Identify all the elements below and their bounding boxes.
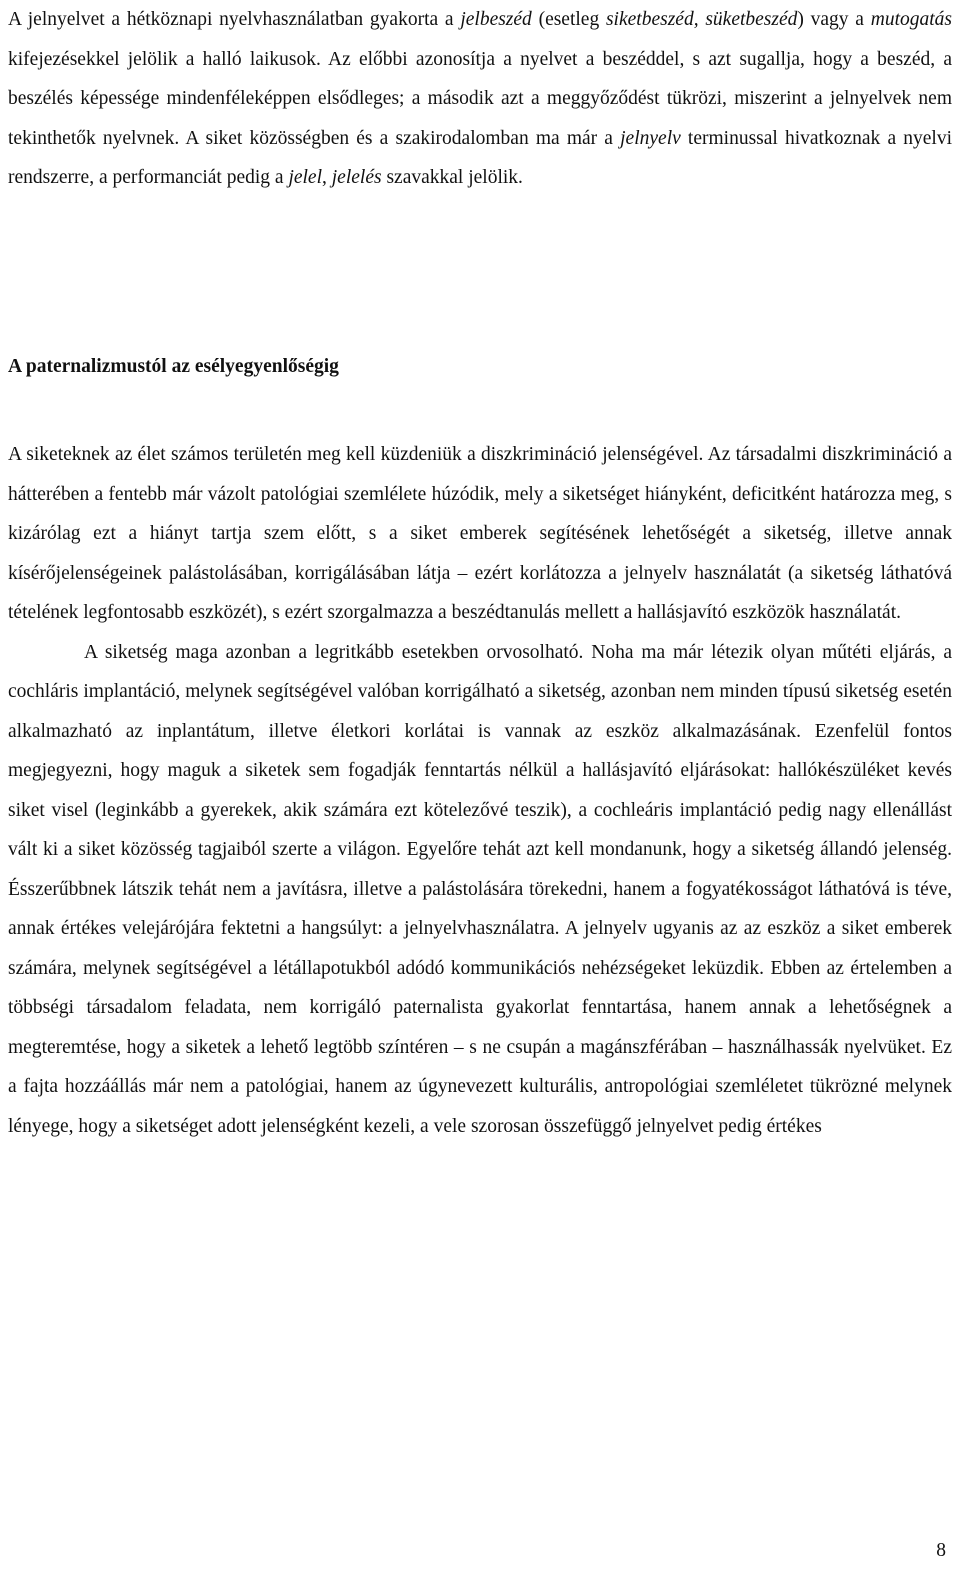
term-jelel: jelel <box>288 167 323 188</box>
term-jelbeszed: jelbeszéd <box>460 9 532 30</box>
term-siketbeszed: siketbeszéd, süketbeszéd <box>605 9 798 30</box>
paragraph-text: ) vagy a <box>797 9 871 30</box>
term-jeleles: jelelés <box>331 167 382 188</box>
page-number: 8 <box>936 1540 946 1561</box>
intro-paragraph <box>8 0 952 198</box>
paragraph-text: terminussal hivatkoznak a nyelvi rendszerre, a performanciát pedig a <box>8 127 952 188</box>
paragraph-discrimination: A siketeknek az élet számos területén meg kell küzdeniük a diszkrimináció jelenségével. Az társadalmi diszkrimináció a hátterében a fentebb már vázolt patológiai szemlélete húzódik, mely a siketséget hiányként, deficitként határozza meg, s kizárólag ezt a hiányt tartja szem előtt, s a siket emberek segítésének lehetőségét a siketség, illetve annak kísérőjelenségeinek palástolásában, korrigálásában látja – ezért korlátozza a jelnyelv használatát (a siketség láthatóvá tételének legfontosabb eszközét), s ezért szorgalmazza a beszédtanulás mellett a hallásjavító eszközök használatát. <box>8 444 952 623</box>
paragraph-text: A jelnyelvet a hétköznapi nyelvhasználatban gyakorta a <box>8 9 461 30</box>
paragraph-text: , <box>322 167 332 188</box>
paragraph-text: szavakkal jelölik. <box>381 167 523 188</box>
section-heading: A paternalizmustól az esélyegyenlőségig <box>8 356 339 377</box>
body-text <box>8 435 952 1146</box>
term-mutogatas: mutogatás <box>870 9 952 30</box>
paragraph-cure: A siketség maga azonban a legritkább esetekben orvosolható. Noha ma már létezik olyan műtéti eljárás, a cochláris implantáció, melynek segítségével valóban korrigálható a siketség, azonban nem minden típusú siketség esetén alkalmazható az inplantátum, illetve életkori korlátai is vannak az eszköz alkalmazásának. Ezenfelül fontos megjegyezni, hogy maguk a siketek sem fogadják fenntartás nélkül a hallásjavító eljárásokat: hallókészüléket kevés siket visel (leginkább a gyerekek, akik számára ezt kötelezővé teszik), a cochleáris implantáció pedig nagy ellenállást vált ki a siket közösség tagjaiból szerte a világon. Egyelőre tehát azt kell mondanunk, hogy a siketség állandó jelenség. Ésszerűbbnek látszik tehát nem a javításra, illetve a palástolására törekedni, hanem a fogyatékosságot láthatóvá is téve, annak értékes velejárójára fektetni a hangsúlyt: a jelnyelvhasználatra. A jelnyelv ugyanis az az eszköz a siket emberek számára, melynek segítségével a létállapotukból adódó kommunikációs nehézségeket leküzdik. Ebben az értelemben a többségi társadalom feladata, nem korrigáló paternalista gyakorlat fenntartása, hanem annak a lehetőségnek a megteremtése, hogy a siketek a lehető legtöbb színtéren – s ne csupán a magánszférában – használhassák nyelvüket. Ez a fajta hozzáállás már nem a patológiai, hanem az úgynevezett kulturális, antropológiai szemléletet tükrözné melynek lényege, hogy a siketséget adott jelenségként kezeli, a vele szorosan összefüggő jelnyelvet pedig értékes <box>8 641 952 1137</box>
paragraph-text: (esetleg <box>531 9 606 30</box>
term-jelnyelv: jelnyelv <box>620 127 681 149</box>
paragraph-text: kifejezésekkel jelölik a halló laikusok. Az előbbi azonosítja a nyelvet a beszéddel, s azt sugallja, hogy a beszéd, a beszélés képessége mindenféleképpen elsődleges; a második azt a meggyőződést tükrözi, miszerint a jelnyelvek nem tekinthetők nyelvnek. A siket közösségben és a szakirodalomban ma már a <box>8 48 952 149</box>
